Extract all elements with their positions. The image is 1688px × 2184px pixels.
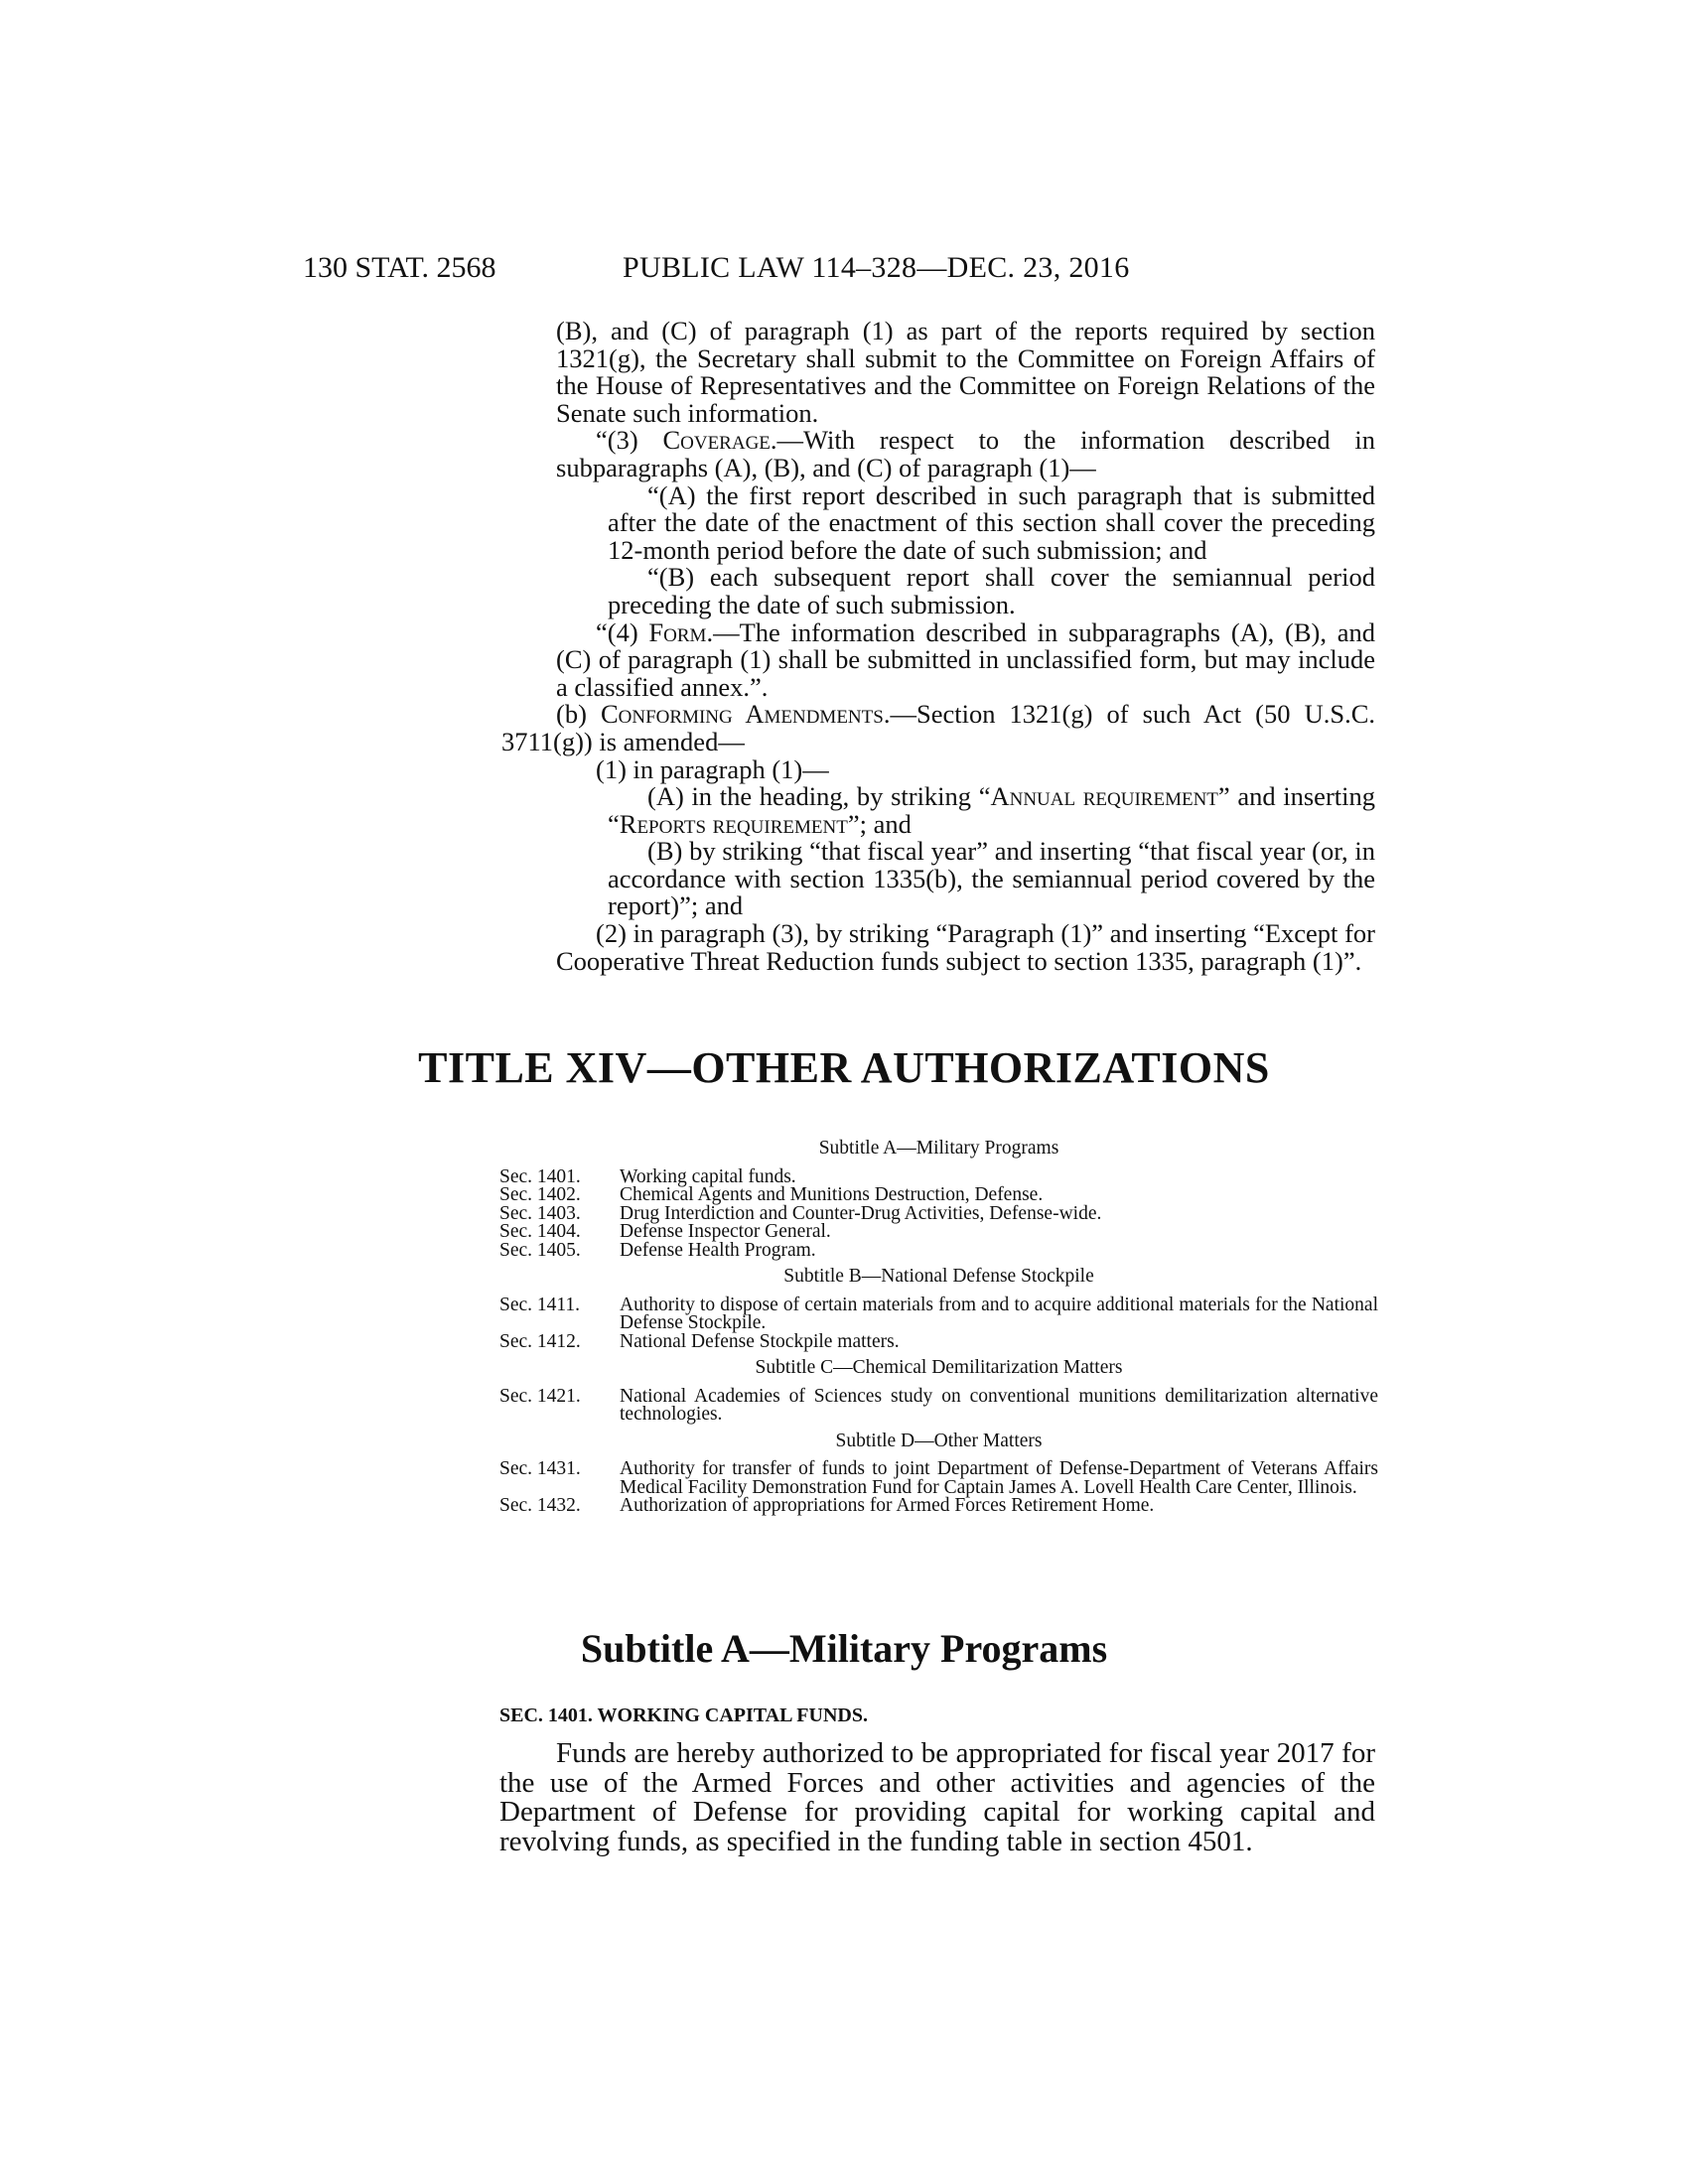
toc-entry: Sec. 1412. National Defense Stockpile matters.: [499, 1330, 900, 1352]
toc-group: [499, 1359, 1378, 1425]
body-text: [501, 316, 1375, 976]
toc-entry: Sec. 1432. Authorization of appropriations for Armed Forces Retirement Home.: [499, 1495, 1155, 1516]
subparagraph-b: “(B) each subsequent report shall cover the semiannual period preceding the date of such submission.: [608, 562, 1375, 619]
statute-page-number: 130 STAT. 2568: [303, 251, 496, 284]
section-heading: SEC. 1401. WORKING CAPITAL FUNDS.: [499, 1705, 868, 1726]
toc-entry: Sec. 1404. Defense Inspector General.: [499, 1221, 831, 1242]
paragraph-form: “(4) Form.—The information described in subparagraphs (A), (B), and (C) of paragraph (1) shall be submitted in unclassified form, but may include a classified annex.”.: [556, 616, 1375, 702]
section-text: [499, 1739, 1375, 1856]
paragraph-coverage: “(3) Coverage.—With respect to the information described in subparagraphs (A), (B), and (C) of paragraph (1)—: [556, 425, 1375, 482]
page-header: [303, 251, 1246, 291]
toc-subtitle: Subtitle D—Other Matters: [835, 1430, 1043, 1451]
form-heading: Form: [648, 616, 707, 647]
toc-subtitle: Subtitle A—Military Programs: [818, 1138, 1059, 1159]
toc-subtitle: Subtitle B—National Defense Stockpile: [783, 1266, 1094, 1287]
toc-entry: Sec. 1411. Authority to dispose of certain materials from and to acquire additional materials for the National Defense Stockpile.: [499, 1294, 1378, 1333]
amendment-2: (2) in paragraph (3), by striking “Paragraph (1)” and inserting “Except for Cooperative Threat Reduction funds subject to section 1335, paragraph (1)”.: [556, 918, 1375, 976]
coverage-heading: Coverage: [662, 425, 771, 456]
toc-subtitle: Subtitle C—Chemical Demilitarization Matters: [755, 1357, 1123, 1378]
paragraph-continuation: (B), and (C) of paragraph (1) as part of the reports required by section 1321(g), the Secretary shall submit to the Committee on Foreign Affairs of the House of Representatives and the Committee on Foreign Relations of the Senate such information.: [556, 316, 1375, 428]
title-heading: TITLE XIV—OTHER AUTHORIZATIONS: [418, 1043, 1270, 1092]
toc-entry: Sec. 1431. Authority for transfer of funds to joint Department of Defense-Department of Veterans Affairs Medical Facility Demonstration Fund for Captain James A. Lovell Health Care Center, Illinois.: [499, 1458, 1378, 1498]
subtitle-heading: Subtitle A—Military Programs: [580, 1626, 1108, 1671]
amendment-1b: (B) by striking “that fiscal year” and inserting “that fiscal year (or, in accordance with section 1335(b), the semiannual period covered by the report)”; and: [608, 836, 1375, 921]
toc-group: [499, 1268, 1378, 1351]
toc-group: [499, 1430, 1378, 1516]
paragraph-conforming-amendments: (b) Conforming Amendments.—Section 1321(g) of such Act (50 U.S.C. 3711(g)) is amended—: [501, 699, 1375, 756]
amendment-1: (1) in paragraph (1)—: [596, 753, 829, 784]
toc-entry: Sec. 1405. Defense Health Program.: [499, 1239, 816, 1261]
toc-group: [499, 1140, 1378, 1260]
toc-entry: Sec. 1403. Drug Interdiction and Counter-Drug Activities, Defense-wide.: [499, 1202, 1102, 1224]
conforming-amendments-heading: Conforming Amendments: [600, 699, 884, 730]
toc-entry: Sec. 1401. Working capital funds.: [499, 1165, 796, 1187]
section-paragraph: Funds are hereby authorized to be appropriated for fiscal year 2017 for the use of the Armed Forces and other activities and agencies of the Department of Defense for providing capital for working capital and revolving funds, as specified in the funding table in section 4501.: [499, 1737, 1375, 1857]
amendment-1a: (A) in the heading, by striking “Annual requirement” and inserting “Reports requirement”; and: [608, 781, 1375, 839]
table-of-contents: [499, 1132, 1378, 1520]
public-law-citation: PUBLIC LAW 114–328—DEC. 23, 2016: [623, 251, 1130, 284]
subparagraph-a: “(A) the first report described in such paragraph that is submitted after the date of the enactment of this section shall cover the preceding 12-month period before the date of such submission; and: [608, 479, 1375, 565]
toc-entry: Sec. 1402. Chemical Agents and Munitions Destruction, Defense.: [499, 1184, 1044, 1205]
toc-entry: Sec. 1421. National Academies of Sciences study on conventional munitions demilitarization alternative technologies.: [499, 1385, 1378, 1425]
